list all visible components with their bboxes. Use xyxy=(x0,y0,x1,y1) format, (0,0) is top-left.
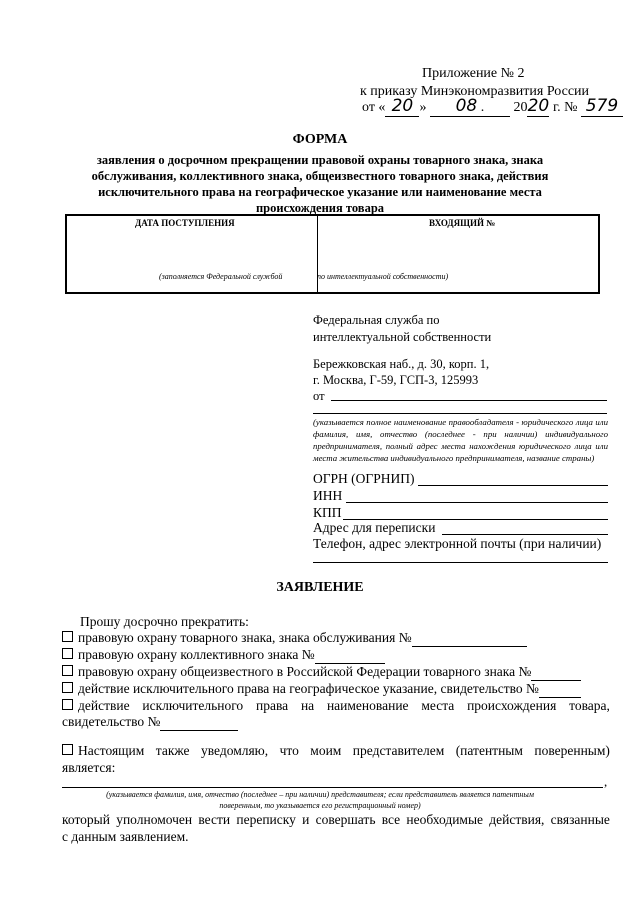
rep-word: уведомляю, xyxy=(200,743,269,758)
from-fill-line[interactable] xyxy=(331,400,607,401)
closing-word: связанные xyxy=(550,812,610,827)
rep-word: моим xyxy=(310,743,342,758)
checkbox-well-known[interactable] xyxy=(62,665,73,676)
option-appellation-word-1 xyxy=(62,698,130,714)
representative-is-label: является: xyxy=(62,760,116,775)
closing-word: все xyxy=(381,812,401,827)
order-number-field xyxy=(581,96,623,117)
recipient-address-2: г. Москва, Г-59, ГСП-3, 125993 xyxy=(313,373,479,387)
appellation-word: на xyxy=(300,698,315,713)
receipt-box-divider xyxy=(317,216,318,294)
kpp-label: КПП xyxy=(313,505,342,520)
option-appellation xyxy=(62,698,610,714)
option-well-known-label: правовую охрану общеизвестного в Российской Федерации товарного знака № xyxy=(78,664,532,679)
appendix-label: Приложение № 2 xyxy=(422,66,525,81)
option-geo-indication xyxy=(62,681,581,698)
ogrn-field[interactable] xyxy=(418,485,608,486)
statement-intro: Прошу досрочно прекратить: xyxy=(80,614,249,629)
incoming-number-header: ВХОДЯЩИЙ № xyxy=(429,218,496,228)
receipt-note-left: (заполняется Федеральной службой xyxy=(159,272,283,281)
closing-line-2: с данным заявлением. xyxy=(62,829,189,844)
month-field: 08 . xyxy=(430,99,510,117)
from-label: от xyxy=(313,389,325,403)
day-value: 20 xyxy=(391,96,414,116)
address-field[interactable] xyxy=(442,534,608,535)
receipt-note-right: по интеллектуальной собственности) xyxy=(317,272,449,281)
checkbox-representative[interactable] xyxy=(62,744,73,755)
date-quote-close: » xyxy=(419,100,427,115)
month-value: 08 xyxy=(455,96,478,116)
form-description: заявления о досрочном прекращении правовой охраны товарного знака, знака обслуживания, коллективного знака, общеизвестного товарного знака, действия исключительного права на географическое указание или наименование места происхождения товара xyxy=(91,153,549,215)
rep-word: представителем xyxy=(352,743,445,758)
option-geo-label: действие исключительного права на географическое указание, свидетельство № xyxy=(78,681,539,696)
date-received-header: ДАТА ПОСТУПЛЕНИЯ xyxy=(135,218,235,228)
appellation-certificate-label: свидетельство № xyxy=(62,714,161,729)
year-suffix-value: 20 xyxy=(527,96,550,116)
recipient-line-2: интеллектуальной собственности xyxy=(313,330,492,344)
statement-title: ЗАЯВЛЕНИЕ xyxy=(276,580,364,595)
option-trademark-label: правовую охрану товарного знака, знака обслуживания № xyxy=(78,630,412,645)
closing-word: и xyxy=(302,812,310,827)
collective-number-field[interactable] xyxy=(315,647,385,664)
closing-word: который xyxy=(62,812,110,827)
date-from-prefix: от « xyxy=(362,100,386,115)
trademark-number-field[interactable] xyxy=(412,630,527,647)
recipient-address-1: Бережковская наб., д. 30, корп. 1, xyxy=(313,357,490,371)
rep-word: Настоящим xyxy=(78,743,145,758)
option-trademark xyxy=(62,630,527,647)
appellation-word: права xyxy=(255,698,289,713)
closing-line xyxy=(62,812,610,828)
checkbox-collective[interactable] xyxy=(62,648,73,659)
representative-note-line-2: поверенным, то указывается его регистрационный номер) xyxy=(219,801,421,810)
appellation-word: наименование xyxy=(326,698,409,713)
inn-label: ИНН xyxy=(313,488,343,503)
closing-word: переписку xyxy=(236,812,296,827)
ogrn-label: ОГРН (ОГРНИП) xyxy=(313,471,415,486)
representative-note-line-1: (указывается фамилия, имя, отчество (последнее – при наличии) представителя; если представитель является патентным xyxy=(106,790,534,799)
address-label: Адрес для переписки xyxy=(313,520,436,535)
rep-word: также xyxy=(155,743,190,758)
applicant-note: (указывается полное наименование правообладателя - юридического лица или фамилия, имя, отчество (последнее - при наличии) индивидуального предпринимателя, полный адрес места нахождения юридического лица или места жительства индивидуального предпринимателя, название страны) xyxy=(313,417,608,463)
inn-field[interactable] xyxy=(346,502,608,503)
day-field xyxy=(385,96,419,117)
option-collective xyxy=(62,647,385,664)
order-number-value: 579 xyxy=(585,96,619,116)
option-well-known xyxy=(62,664,581,681)
phone-email-field[interactable] xyxy=(313,562,608,563)
recipient-line-1: Федеральная служба по xyxy=(313,313,440,327)
rep-word: (патентным xyxy=(455,743,523,758)
order-date-line xyxy=(362,96,623,117)
appellation-certificate-field[interactable] xyxy=(160,714,238,731)
appellation-line-2 xyxy=(62,714,238,731)
year-field xyxy=(527,96,550,117)
year-prefix: 20 xyxy=(513,100,528,115)
rep-word: поверенным) xyxy=(534,743,610,758)
year-unit: г. № xyxy=(552,100,578,115)
checkbox-geo-indication[interactable] xyxy=(62,682,73,693)
closing-word: вести xyxy=(198,812,231,827)
option-collective-label: правовую охрану коллективного знака № xyxy=(78,647,315,662)
form-title: ФОРМА xyxy=(292,132,348,147)
closing-word: совершать xyxy=(315,812,376,827)
appellation-word: происхождения xyxy=(467,698,557,713)
rep-word: что xyxy=(279,743,299,758)
closing-word: действия, xyxy=(489,812,545,827)
appellation-word: исключительного xyxy=(142,698,244,713)
checkbox-appellation[interactable] xyxy=(62,699,73,710)
representative-note xyxy=(0,789,640,811)
from-fill-line-2[interactable] xyxy=(313,413,607,414)
closing-word: уполномочен xyxy=(116,812,193,827)
well-known-number-field[interactable] xyxy=(531,664,581,681)
closing-word: необходимые xyxy=(406,812,484,827)
checkbox-trademark[interactable] xyxy=(62,631,73,642)
phone-email-label: Телефон, адрес электронной почты (при наличии) xyxy=(313,536,602,551)
rep-word-1 xyxy=(62,743,144,759)
geo-certificate-field[interactable] xyxy=(539,681,581,698)
appellation-word: действие xyxy=(78,698,130,713)
order-reference: к приказу Минэкономразвития России xyxy=(360,84,590,99)
representative-comma: , xyxy=(604,774,608,789)
appellation-word: товара, xyxy=(569,698,610,713)
appellation-word: места xyxy=(421,698,455,713)
representative-field[interactable] xyxy=(62,787,603,788)
representative-line xyxy=(62,743,610,759)
receipt-box xyxy=(65,214,600,294)
